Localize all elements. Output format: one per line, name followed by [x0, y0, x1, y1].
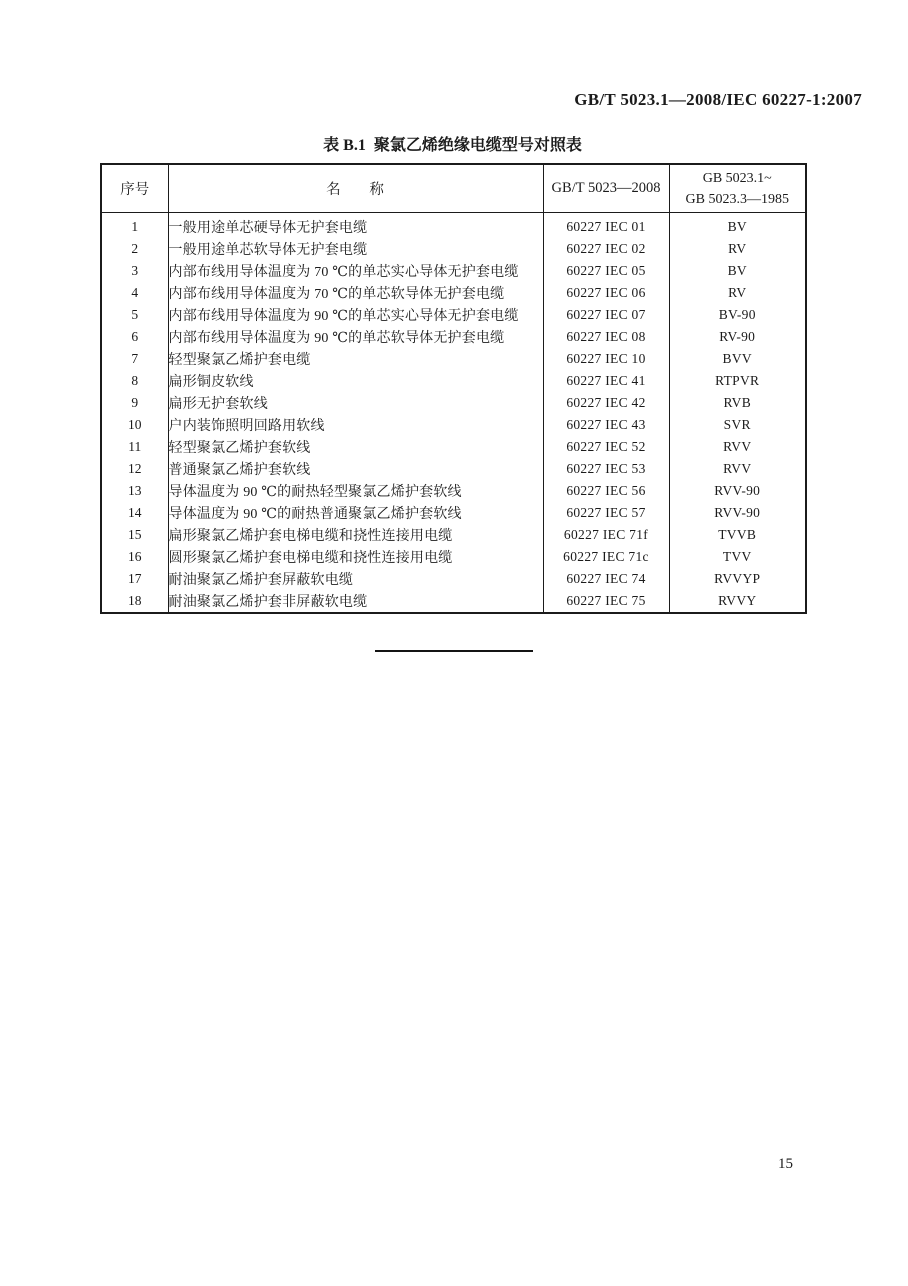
cell-gb-1985-model: RVV-90	[669, 480, 806, 502]
cell-index: 16	[128, 549, 142, 564]
cable-model-comparison-table	[100, 163, 807, 614]
cell-name: 扁形聚氯乙烯护套电梯电缆和挠性连接用电缆	[168, 524, 543, 546]
column-header-gb-1985-line2: GB 5023.3—1985	[685, 191, 789, 207]
cell-gbt-2008: 60227 IEC 56	[543, 480, 669, 502]
cell-name: 轻型聚氯乙烯护套电缆	[168, 348, 543, 370]
table-row	[101, 348, 806, 370]
cell-gbt-2008: 60227 IEC 41	[543, 370, 669, 392]
cell-index: 12	[128, 461, 142, 476]
cell-name: 轻型聚氯乙烯护套软线	[168, 436, 543, 458]
table-row	[101, 213, 806, 239]
cell-index: 10	[128, 417, 142, 432]
cell-gb-1985-model: TVVB	[669, 524, 806, 546]
cell-name: 内部布线用导体温度为 90 ℃的单芯软导体无护套电缆	[168, 326, 543, 348]
standard-reference-header: GB/T 5023.1—2008/IEC 60227-1:2007	[574, 90, 862, 109]
cell-index: 6	[131, 329, 139, 344]
cell-gbt-2008: 60227 IEC 10	[543, 348, 669, 370]
column-header-name: 名 称	[168, 164, 543, 213]
cell-gb-1985-model: RV	[669, 282, 806, 304]
cell-gb-1985-model: RVV-90	[669, 502, 806, 524]
cell-gbt-2008: 60227 IEC 42	[543, 392, 669, 414]
table-row	[101, 282, 806, 304]
cell-name: 扁形无护套软线	[168, 392, 543, 414]
cell-gbt-2008: 60227 IEC 71c	[543, 546, 669, 568]
table-row	[101, 238, 806, 260]
table-row	[101, 304, 806, 326]
cell-name: 圆形聚氯乙烯护套电梯电缆和挠性连接用电缆	[168, 546, 543, 568]
column-header-gb-1985	[669, 164, 806, 213]
end-of-text-divider	[375, 650, 533, 652]
cell-index: 17	[128, 571, 142, 586]
table-row	[101, 546, 806, 568]
cell-gb-1985-model: RVV	[669, 458, 806, 480]
cell-name: 内部布线用导体温度为 90 ℃的单芯实心导体无护套电缆	[168, 304, 543, 326]
cell-gb-1985-model: SVR	[669, 414, 806, 436]
cell-gbt-2008: 60227 IEC 02	[543, 238, 669, 260]
column-header-gbt-2008: GB/T 5023—2008	[543, 164, 669, 213]
cell-index: 3	[131, 263, 139, 278]
cell-index: 14	[128, 505, 142, 520]
cell-gbt-2008: 60227 IEC 07	[543, 304, 669, 326]
cell-index: 11	[128, 439, 142, 454]
cell-name: 扁形铜皮软线	[168, 370, 543, 392]
cell-gb-1985-model: RVV	[669, 436, 806, 458]
cell-gbt-2008: 60227 IEC 06	[543, 282, 669, 304]
table-row	[101, 436, 806, 458]
cell-gbt-2008: 60227 IEC 08	[543, 326, 669, 348]
page-number: 15	[778, 1156, 793, 1172]
cell-gb-1985-model: RVVY	[669, 590, 806, 613]
cell-gbt-2008: 60227 IEC 57	[543, 502, 669, 524]
cell-gb-1985-model: BVV	[669, 348, 806, 370]
cell-index: 2	[131, 241, 139, 256]
cell-index: 18	[128, 593, 142, 608]
cell-name: 耐油聚氯乙烯护套屏蔽软电缆	[168, 568, 543, 590]
cell-index: 9	[131, 395, 139, 410]
cell-index: 1	[131, 219, 139, 234]
cell-name: 一般用途单芯硬导体无护套电缆	[168, 213, 543, 239]
cell-gb-1985-model: BV	[669, 213, 806, 239]
table-body	[101, 213, 806, 614]
cell-gb-1985-model: RV-90	[669, 326, 806, 348]
cell-index: 13	[128, 483, 142, 498]
column-header-gb-1985-line1: GB 5023.1~	[702, 170, 772, 186]
cell-gbt-2008: 60227 IEC 74	[543, 568, 669, 590]
cell-gbt-2008: 60227 IEC 52	[543, 436, 669, 458]
cell-gb-1985-model: BV-90	[669, 304, 806, 326]
cell-gbt-2008: 60227 IEC 43	[543, 414, 669, 436]
cell-index: 4	[131, 285, 139, 300]
cell-gbt-2008: 60227 IEC 05	[543, 260, 669, 282]
cell-gb-1985-model: RVB	[669, 392, 806, 414]
table-row	[101, 392, 806, 414]
table-row	[101, 414, 806, 436]
column-header-index: 序号	[101, 164, 168, 213]
cell-name: 内部布线用导体温度为 70 ℃的单芯软导体无护套电缆	[168, 282, 543, 304]
table-row	[101, 502, 806, 524]
table-row	[101, 326, 806, 348]
cell-gb-1985-model: RTPVR	[669, 370, 806, 392]
table-header-row	[101, 164, 806, 213]
table-row	[101, 524, 806, 546]
cell-index: 7	[131, 351, 139, 366]
table-row	[101, 568, 806, 590]
table-row	[101, 458, 806, 480]
cell-gbt-2008: 60227 IEC 01	[543, 213, 669, 239]
table-row	[101, 480, 806, 502]
cell-index: 15	[128, 527, 142, 542]
table-title: 表 B.1 聚氯乙烯绝缘电缆型号对照表	[323, 137, 582, 154]
cell-gb-1985-model: RVVYP	[669, 568, 806, 590]
cell-name: 导体温度为 90 ℃的耐热轻型聚氯乙烯护套软线	[168, 480, 543, 502]
cell-name: 导体温度为 90 ℃的耐热普通聚氯乙烯护套软线	[168, 502, 543, 524]
cell-gb-1985-model: TVV	[669, 546, 806, 568]
cell-name: 户内装饰照明回路用软线	[168, 414, 543, 436]
cell-name: 普通聚氯乙烯护套软线	[168, 458, 543, 480]
cell-gbt-2008: 60227 IEC 53	[543, 458, 669, 480]
cell-index: 8	[131, 373, 139, 388]
table-row	[101, 590, 806, 613]
cell-gb-1985-model: BV	[669, 260, 806, 282]
cell-index: 5	[131, 307, 139, 322]
table-row	[101, 260, 806, 282]
cell-name: 耐油聚氯乙烯护套非屏蔽软电缆	[168, 590, 543, 613]
table-row	[101, 370, 806, 392]
cell-gbt-2008: 60227 IEC 71f	[543, 524, 669, 546]
cell-name: 一般用途单芯软导体无护套电缆	[168, 238, 543, 260]
cell-gbt-2008: 60227 IEC 75	[543, 590, 669, 613]
cell-name: 内部布线用导体温度为 70 ℃的单芯实心导体无护套电缆	[168, 260, 543, 282]
cell-gb-1985-model: RV	[669, 238, 806, 260]
table-header	[101, 164, 806, 213]
